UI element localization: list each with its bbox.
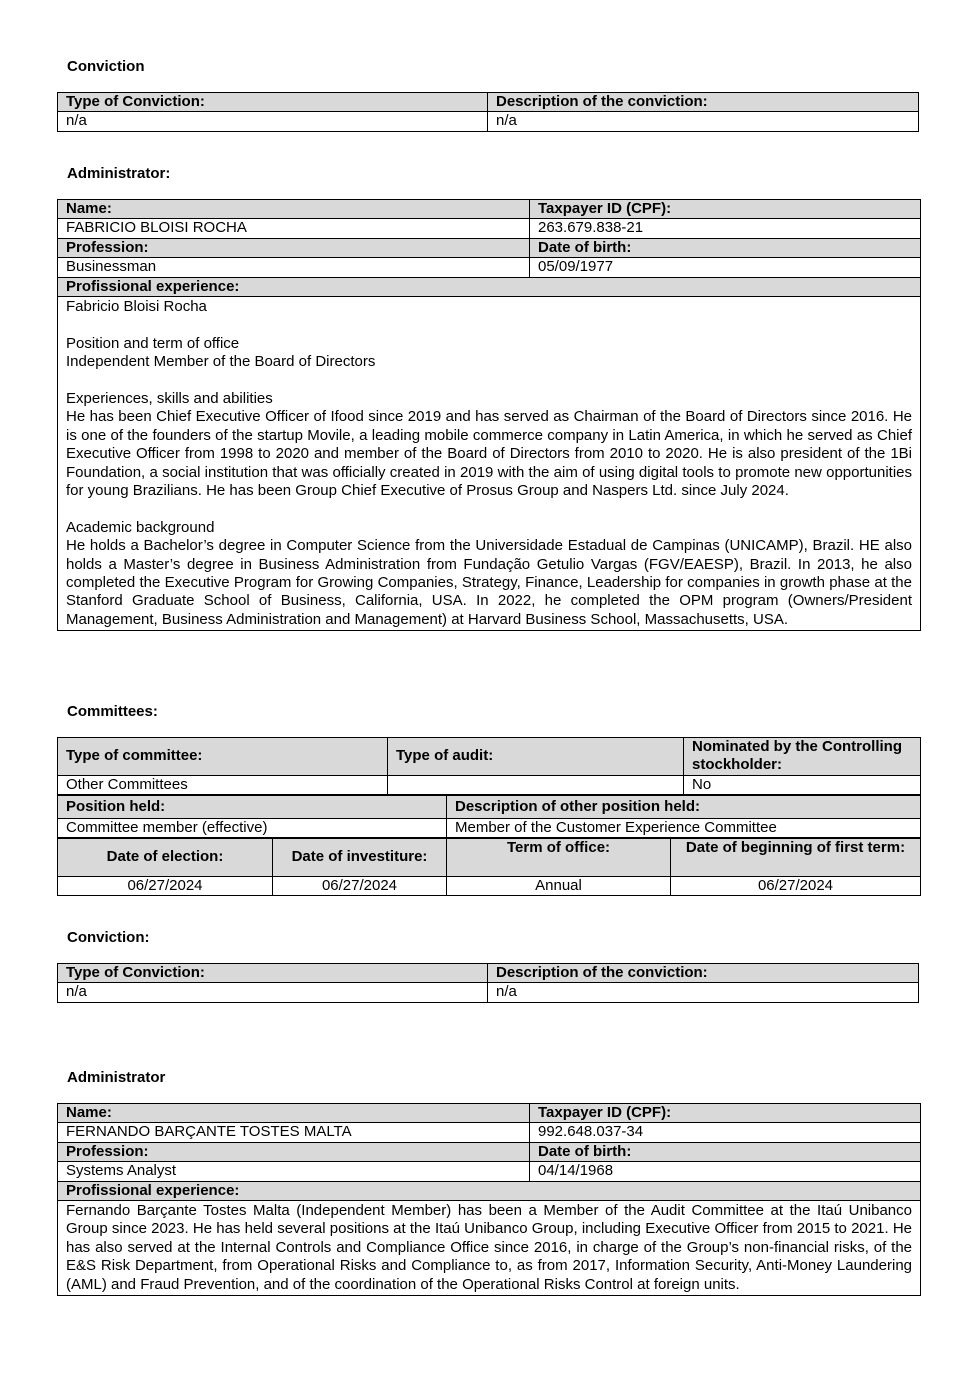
administrator2-table — [57, 1103, 921, 1296]
administrator2-title: Administrator — [67, 1069, 166, 1086]
cpf-value: 263.679.838-21 — [530, 219, 921, 238]
first-term-value: 06/27/2024 — [671, 877, 921, 896]
committees-table-dates — [57, 838, 921, 896]
dob2-value: 04/14/1968 — [530, 1162, 921, 1181]
other-position-label: Description of other position held: — [447, 796, 921, 819]
committees-table-position — [57, 795, 921, 838]
profession2-value: Systems Analyst — [58, 1162, 530, 1181]
profession2-label: Profession: — [58, 1142, 530, 1161]
conviction-title: Conviction — [67, 58, 145, 75]
cpf-label: Taxpayer ID (CPF): — [530, 200, 921, 219]
experience-body — [58, 297, 921, 631]
experience-label: Profissional experience: — [58, 277, 921, 296]
academic-text: He holds a Bachelor’s degree in Computer Science from the Universidade Estadual de Campinas (UNICAMP), Brazil. HE also holds a Master’s degree in Business Administration from Fundação Getulio Vargas (FGV/EAESP), Brazil. In 2013, he also completed the Executive Program for Growing Companies, Strategy, Finance, Leadership for companies in growth phase at the Stanford Graduate School of Business, California, USA. In 2022, he completed the OPM program (Owners/President Management, Business Administration and Management) at Harvard Business School, Massachusetts, USA. — [66, 537, 912, 628]
academic-heading: Academic background — [66, 518, 215, 536]
conviction-type-value: n/a — [58, 112, 488, 131]
profession-value: Businessman — [58, 258, 530, 277]
experience2-body — [58, 1201, 921, 1296]
skills-text: He has been Chief Executive Officer of Ifood since 2019 and has served as Chairman of the Board of Directors since 2016. He is one of the founders of the startup Movile, a leading mobile commerce company in Latin America, in which he served as Chief Executive Officer from 1998 to 2020 and member of the Board of Directors from 2010 to 2020. He is also president of the 1Bi Foundation, a social institution that was officially created in 2019 with the aim of using digital tools to promote new opportunities for young Brazilians. He has been Group Chief Executive of Prosus Group and Naspers Ltd. since July 2024. — [66, 408, 912, 500]
conviction-table — [57, 92, 919, 132]
conviction2-type-header: Type of Conviction: — [58, 964, 488, 983]
election-value: 06/27/2024 — [58, 877, 273, 896]
conviction2-table — [57, 963, 919, 1003]
conviction-desc-header: Description of the conviction: — [488, 93, 919, 112]
nominated-value: No — [684, 776, 921, 795]
conviction-desc-value: n/a — [488, 112, 919, 131]
position-held-label: Position held: — [58, 796, 447, 819]
investiture-value: 06/27/2024 — [273, 877, 447, 896]
conviction-type-header: Type of Conviction: — [58, 93, 488, 112]
type-audit-value — [388, 776, 684, 795]
type-committee-value: Other Committees — [58, 776, 388, 795]
nominated-label: Nominated by the Controlling stockholder: — [684, 738, 921, 776]
dob2-label: Date of birth: — [530, 1142, 921, 1161]
election-label: Date of election: — [58, 839, 273, 877]
name2-value: FERNANDO BARÇANTE TOSTES MALTA — [58, 1123, 530, 1142]
name2-label: Name: — [58, 1104, 530, 1123]
committees-table-top — [57, 737, 921, 795]
profession-label: Profession: — [58, 238, 530, 257]
skills-heading: Experiences, skills and abilities — [66, 390, 273, 408]
committees-title: Committees: — [67, 703, 158, 720]
term-label: Term of office: — [447, 839, 671, 877]
type-audit-label: Type of audit: — [388, 738, 684, 776]
administrator-table — [57, 199, 921, 631]
experience-person: Fabricio Bloisi Rocha — [66, 298, 207, 316]
cpf2-label: Taxpayer ID (CPF): — [530, 1104, 921, 1123]
type-committee-label: Type of committee: — [58, 738, 388, 776]
dob-label: Date of birth: — [530, 238, 921, 257]
investiture-label: Date of investiture: — [273, 839, 447, 877]
experience2-label: Profissional experience: — [58, 1181, 921, 1200]
position-value: Independent Member of the Board of Directors — [66, 353, 376, 371]
name-value: FABRICIO BLOISI ROCHA — [58, 219, 530, 238]
position-heading: Position and term of office — [66, 334, 240, 352]
first-term-label: Date of beginning of first term: — [671, 839, 921, 877]
conviction2-desc-header: Description of the conviction: — [488, 964, 919, 983]
experience2-text: Fernando Barçante Tostes Malta (Independent Member) has been a Member of the Audit Committee at the Itaú Unibanco Group since 2023. He has held several positions at the Itaú Unibanco Group, including Executive Officer from 2015 to 2021. He has also served at the Internal Controls and Compliance Office since 2016, in charge of the Group’s non-financial risks, of the E&S Risk Department, from Operational Risks and Compliance to, as from 2017, Information Security, Anti-Money Laundering (AML) and Fraud Prevention, and of the coordination of the Operational Risks Control at foreign units. — [66, 1202, 912, 1293]
term-value: Annual — [447, 877, 671, 896]
cpf2-value: 992.648.037-34 — [530, 1123, 921, 1142]
conviction2-type-value: n/a — [58, 983, 488, 1002]
other-position-value: Member of the Customer Experience Committee — [447, 819, 921, 838]
conviction2-desc-value: n/a — [488, 983, 919, 1002]
position-held-value: Committee member (effective) — [58, 819, 447, 838]
administrator-title: Administrator: — [67, 165, 171, 182]
name-label: Name: — [58, 200, 530, 219]
conviction2-title: Conviction: — [67, 929, 150, 946]
dob-value: 05/09/1977 — [530, 258, 921, 277]
